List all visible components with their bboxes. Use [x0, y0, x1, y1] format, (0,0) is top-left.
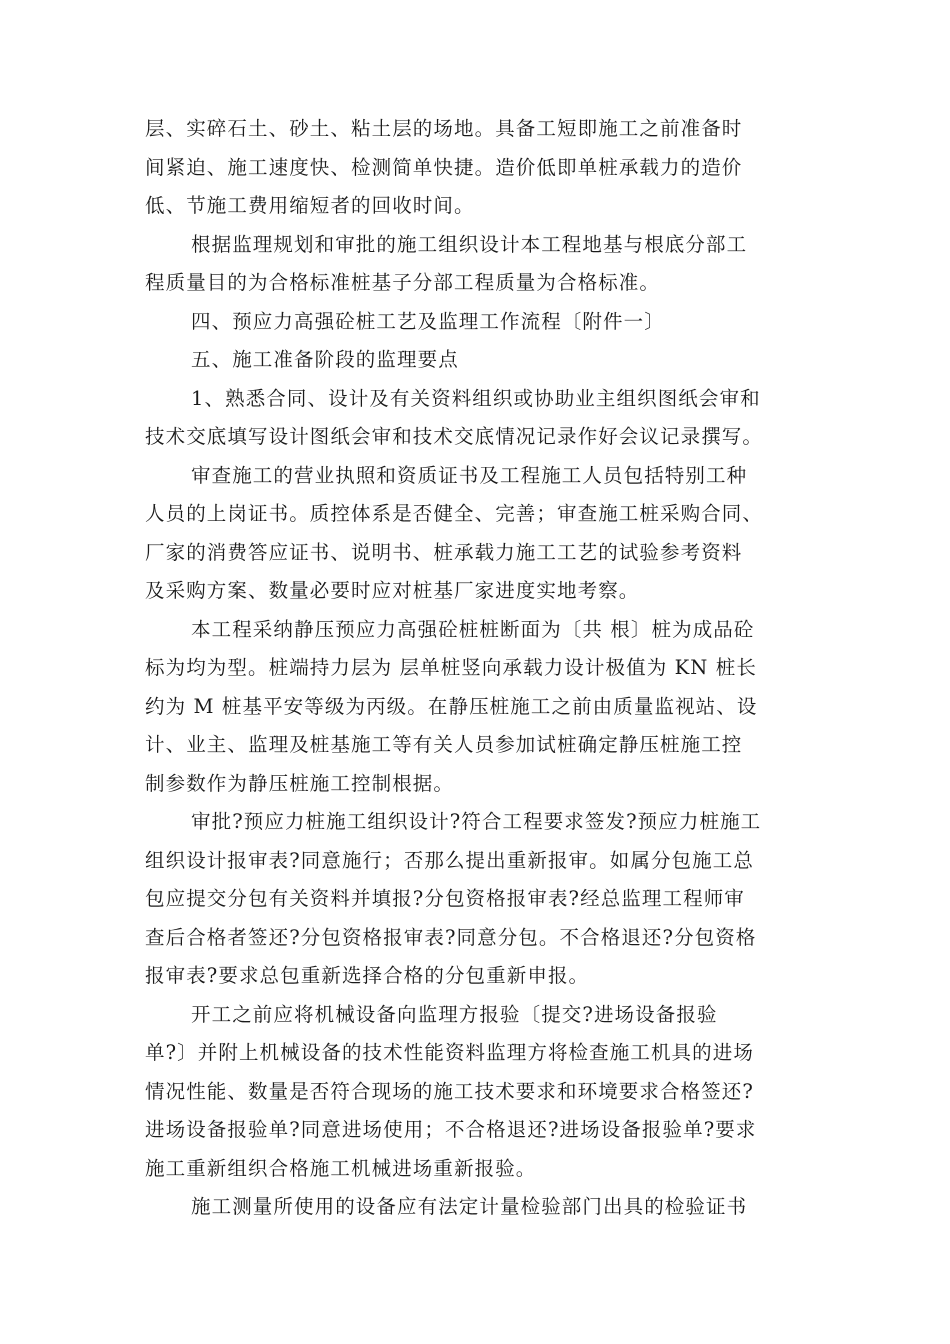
paragraph-approval [145, 803, 805, 996]
text-line: 1、熟悉合同、设计及有关资料组织或协助业主组织图纸会审和 [191, 386, 761, 410]
paragraph-project-spec [145, 611, 805, 804]
text-line: 约为 M 桩基平安等级为丙级。在静压桩施工之前由质量监视站、设 [145, 694, 758, 718]
text-line: 计、业主、监理及桩基施工等有关人员参加试桩确定静压桩施工控 [145, 733, 743, 756]
text-line: 查后合格者签还?分包资格报审表?同意分包。不合格退还?分包资格 [145, 925, 757, 949]
paragraph-equipment [145, 996, 805, 1189]
paragraph-2 [145, 226, 805, 303]
section-heading-5 [145, 341, 805, 380]
text-line: 标为均为型。桩端持力层为 层单桩竖向承载力设计极值为 KN 桩长 [145, 656, 757, 679]
text-line: 包应提交分包有关资料并填报?分包资格报审表?经总监理工程师审 [145, 887, 745, 910]
text-line: 程质量目的为合格标准桩基子分部工程质量为合格标准。 [145, 271, 661, 294]
text-line: 施工测量所使用的设备应有法定计量检验部门出具的检验证书 [191, 1195, 748, 1218]
text-line: 进场设备报验单?同意进场使用；不合格退还?进场设备报验单?要求 [145, 1118, 757, 1141]
text-line: 厂家的消费答应证书、说明书、桩承载力施工工艺的试验参考资料 [145, 540, 743, 564]
text-line: 四、预应力高强砼桩工艺及监理工作流程〔附件一〕 [191, 309, 665, 333]
text-line: 制参数作为静压桩施工控制根据。 [145, 771, 455, 795]
text-line: 技术交底填写设计图纸会审和技术交底情况记录作好会议记录撰写。 [145, 425, 764, 448]
text-line: 根据监理规划和审批的施工组织设计本工程地基与根底分部工 [191, 232, 748, 256]
text-line: 情况性能、数量是否符合现场的施工技术要求和环境要求合格签还? [145, 1079, 754, 1103]
paragraph-1 [145, 110, 805, 226]
text-line: 审查施工的营业执照和资质证书及工程施工人员包括特别工种 [191, 463, 748, 487]
text-line: 人员的上岗证书。质控体系是否健全、完善；审查施工桩采购合同、 [145, 502, 764, 525]
text-line: 报审表?要求总包重新选择合格的分包重新申报。 [145, 964, 590, 987]
text-line: 审批?预应力桩施工组织设计?符合工程要求签发?预应力桩施工 [191, 810, 762, 833]
document-body [145, 110, 805, 1227]
text-line: 本工程采纳静压预应力高强砼桩桩断面为〔共 根〕桩为成品砼 [191, 617, 755, 641]
text-line: 低、节施工费用缩短者的回收时间。 [145, 194, 475, 217]
text-line: 施工重新组织合格施工机械进场重新报验。 [145, 1156, 537, 1180]
text-line: 及采购方案、数量必要时应对桩基厂家进度实地考察。 [145, 579, 640, 602]
paragraph-qualification-review [145, 457, 805, 611]
text-line: 间紧迫、施工速度快、检测简单快捷。造价低即单桩承载力的造价 [145, 155, 743, 179]
section-heading-4 [145, 303, 805, 342]
text-line: 层、实碎石土、砂土、粘土层的场地。具备工短即施工之前准备时 [145, 117, 743, 140]
paragraph-measurement [145, 1188, 805, 1227]
paragraph-item-1 [145, 380, 805, 457]
text-line: 五、施工准备阶段的监理要点 [191, 348, 459, 371]
text-line: 组织设计报审表?同意施行；否那么提出重新报审。如属分包施工总 [145, 848, 754, 872]
text-line: 开工之前应将机械设备向监理方报验〔提交?进场设备报验 [191, 1002, 718, 1026]
text-line: 单?〕并附上机械设备的技术性能资料监理方将检查施工机具的进场 [145, 1041, 754, 1064]
